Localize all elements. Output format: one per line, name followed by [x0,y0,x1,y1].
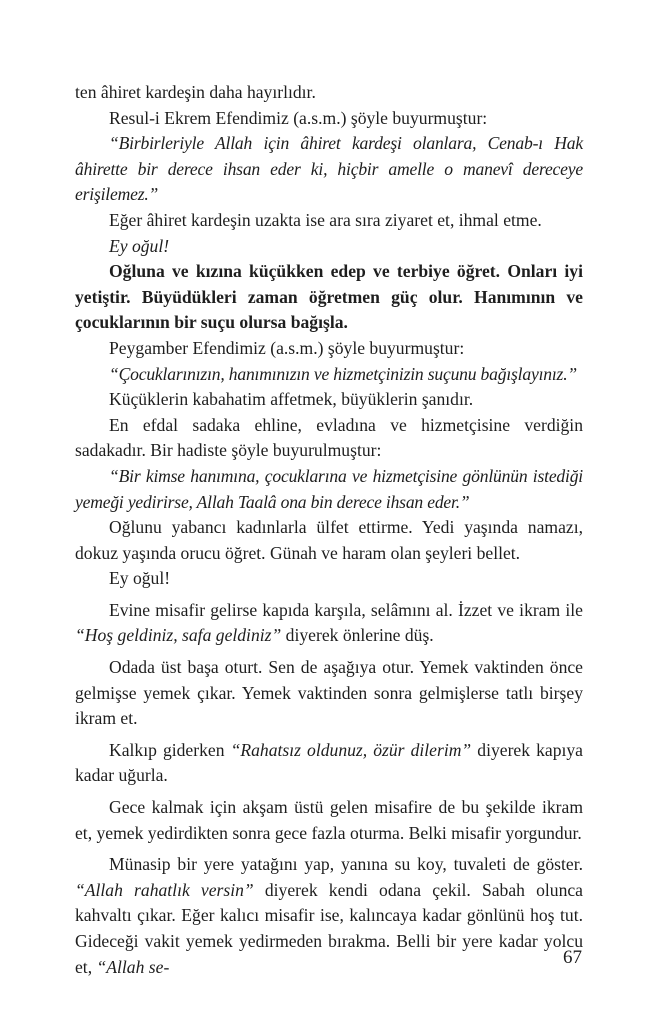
paragraph: Eğer âhiret kardeşin uzakta ise ara sıra ziyaret et, ihmal etme. [109,209,542,230]
paragraph [75,852,583,980]
text: diyerek kendi odana çekil. Sabah olunca kahvaltı çıkar. Eğer kalıcı misafir ise, kalıncaya kadar gönlünü hoş tut. Gideceği vakit yemek yedirmeden bırakma. Belli bir yere kadar yolcu et, [75,879,583,977]
inline-quote: “Hoş geldiniz, safa geldiniz” [75,625,282,646]
page-number: 67 [563,947,582,968]
paragraph-hadith-intro: Peygamber Efendimiz (a.s.m.) şöyle buyurmuştur: [109,337,465,358]
hadith-quote: “Çocuklarınızın, hanımınızın ve hizmetçinizin suçunu bağışlayınız.” [109,363,577,384]
hadith-quote: “Bir kimse hanımına, çocuklarına ve hizmetçisine gönlünün istediği yemeği yedirirse, Allah Taalâ ona bin derece ihsan eder.” [75,465,583,512]
paragraph: Gece kalmak için akşam üstü gelen misafire de bu şekilde ikram et, yemek yedirdikten sonra gece fazla oturma. Belki misafir yorgundur. [75,797,583,843]
inline-quote: “Allah se- [96,956,170,977]
paragraph-continuation: ten âhiret kardeşin daha hayırlıdır. [75,82,316,102]
exclamation-ey-ogul: Ey oğul! [109,235,170,256]
text: Evine misafir gelirse kapıda karşıla, selâmını al. İzzet ve ikram ile [109,599,583,620]
paragraph: Küçüklerin kabahatim affetmek, büyüklerin şanıdır. [109,389,474,410]
paragraph [75,738,583,789]
paragraph-hadith-intro: Resul-i Ekrem Efendimiz (a.s.m.) şöyle buyurmuştur: [109,107,488,128]
text: Münasip bir yere yatağını yap, yanına su koy, tuvaleti de göster. [109,854,583,875]
text: diyerek önlerine düş. [281,625,434,646]
text: Kalkıp giderken [109,739,231,760]
paragraph: Odada üst başa oturt. Sen de aşağıya otur. Yemek vaktinden önce gelmişse yemek çıkar. Yemek vaktinden sonra gelmişlerse tatlı birşey ikram et. [75,657,583,729]
hadith-quote: “Birbirleriyle Allah için âhiret kardeşi olanlara, Cenab-ı Hak âhirette bir derece ihsan eder ki, hiçbir amelle o manevî dereceye erişilemez.” [75,133,583,205]
paragraph: En efdal sadaka ehline, evladına ve hizmetçisine verdiğin sadakadır. Bir hadiste şöyle buyurulmuştur: [75,414,583,461]
bold-paragraph: Oğluna ve kızına küçükken edep ve terbiye öğret. Onları iyi yetiştir. Büyüdükleri zaman öğretmen güç olur. Hanımının ve çocuklarının bir suçu olursa bağışla. [75,261,583,333]
inline-quote: “Allah rahatlık versin” [75,879,254,900]
exclamation-ey-ogul: Ey oğul! [109,568,171,589]
text: diyerek kapıya kadar uğurla. [75,739,583,786]
inline-quote: “Rahatsız oldunuz, özür dilerim” [230,739,472,760]
paragraph: Oğlunu yabancı kadınlarla ülfet ettirme. Yedi yaşında namazı, dokuz yaşında orucu öğret. Günah ve haram olan şeyleri bellet. [75,517,583,563]
page-body [75,80,583,980]
paragraph [75,598,583,649]
